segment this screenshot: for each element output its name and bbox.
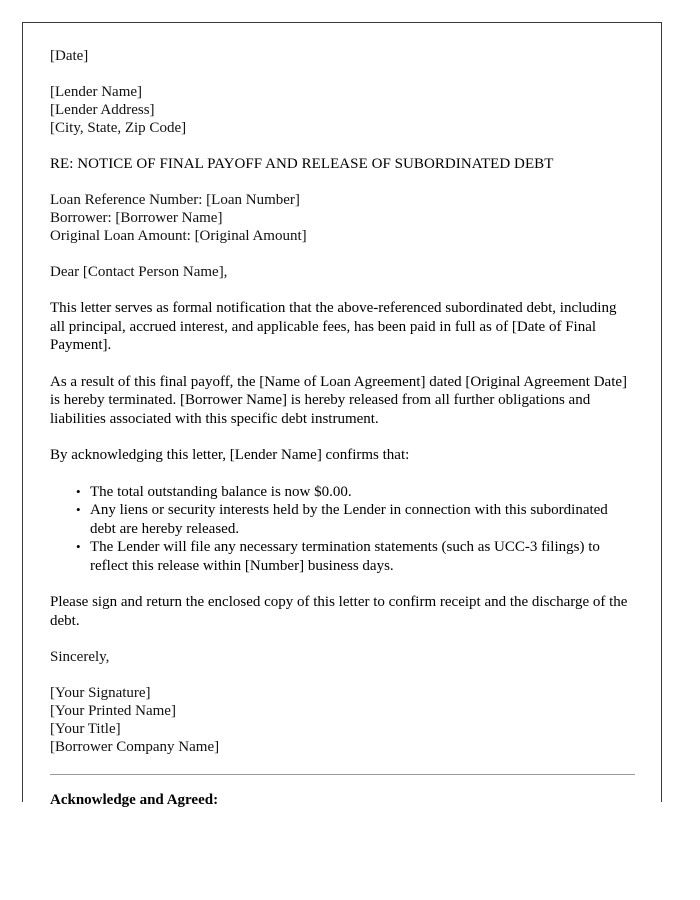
signature-placeholder: [Your Signature]	[50, 685, 151, 701]
letter-content	[50, 47, 635, 809]
signature-block	[50, 684, 635, 756]
list-item	[76, 501, 635, 538]
bullet-icon: •	[76, 483, 81, 499]
section-divider	[50, 774, 635, 775]
salutation: Dear [Contact Person Name],	[50, 264, 228, 280]
list-item-text: The total outstanding balance is now $0.00.	[90, 483, 352, 500]
list-item	[76, 483, 635, 502]
recipient-name: [Lender Name]	[50, 84, 143, 100]
loan-reference-number: Loan Reference Number: [Loan Number]	[50, 192, 300, 208]
acknowledgement-heading: Acknowledge and Agreed:	[50, 792, 219, 808]
borrower-name-line: Borrower: [Borrower Name]	[50, 210, 223, 226]
signer-title: [Your Title]	[50, 721, 121, 737]
date-line: [Date]	[50, 48, 89, 64]
list-item-text: Any liens or security interests held by the Lender in connection with this subordinated debt are hereby released.	[90, 502, 608, 537]
document-page	[22, 22, 662, 808]
list-item-text: The Lender will file any necessary termination statements (such as UCC-3 filings) to reflect this release within [Number] business days.	[90, 539, 600, 574]
original-loan-amount: Original Loan Amount: [Original Amount]	[50, 228, 307, 244]
borrower-company-name: [Borrower Company Name]	[50, 739, 220, 755]
printed-name: [Your Printed Name]	[50, 703, 176, 719]
loan-reference-block	[50, 191, 635, 245]
confirmation-bullet-list	[50, 483, 635, 576]
recipient-address-block	[50, 83, 635, 137]
body-paragraph-1: This letter serves as formal notification that the above-referenced subordinated debt, including all principal, accrued interest, and applicable fees, has been paid in full as of [Date of Final Payment].	[50, 300, 617, 353]
confirmation-list-intro: By acknowledging this letter, [Lender Name] confirms that:	[50, 447, 410, 463]
list-item	[76, 538, 635, 575]
closing-request-paragraph: Please sign and return the enclosed copy of this letter to confirm receipt and the discharge of the debt.	[50, 594, 628, 629]
recipient-city-state-zip: [City, State, Zip Code]	[50, 120, 187, 136]
subject-line: RE: NOTICE OF FINAL PAYOFF AND RELEASE OF SUBORDINATED DEBT	[50, 156, 554, 172]
bullet-icon: •	[76, 502, 81, 517]
signoff: Sincerely,	[50, 649, 110, 665]
bullet-icon: •	[76, 539, 81, 554]
body-paragraph-2: As a result of this final payoff, the [Name of Loan Agreement] dated [Original Agreement Date] is hereby terminated. [Borrower Name] is hereby released from all further obligations and liabilities associated with this specific debt instrument.	[50, 373, 628, 427]
recipient-address: [Lender Address]	[50, 102, 155, 118]
